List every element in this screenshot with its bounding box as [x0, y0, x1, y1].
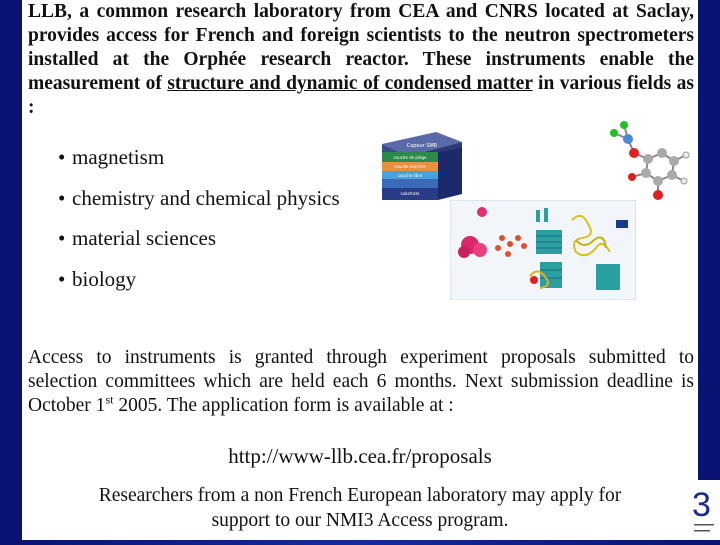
list-item-label: chemistry and chemical physics	[72, 185, 340, 210]
intro-paragraph	[28, 0, 694, 120]
layer-label: couche de piège	[393, 155, 427, 160]
research-paragraph	[22, 483, 698, 533]
layer-label: Capeur SMR	[406, 143, 438, 149]
list-item	[58, 267, 340, 308]
slide	[22, 0, 698, 540]
access-text-end: 2005. The application form is available at :	[113, 395, 454, 416]
access-paragraph	[28, 346, 694, 418]
list-item-label: material sciences	[72, 226, 217, 250]
list-item	[58, 226, 340, 267]
layer-label: couche barrière	[394, 164, 426, 169]
research-line: Researchers from a non French European laboratory may apply for	[98, 485, 622, 506]
bullet-icon: •	[58, 226, 66, 250]
layer-stack-image	[374, 126, 466, 206]
list-item	[58, 145, 340, 186]
intro-text: LLB, a common research laboratory from CEA and CNRS located at Saclay, provides access for French and foreign scientists to the neutron spectrometers installed at the Orphée research reactor. These instruments enable the measurement of	[28, 1, 694, 94]
proposals-link[interactable]: http://www-llb.cea.fr/proposals	[228, 444, 492, 468]
fields-list	[58, 145, 340, 307]
protein-structures-image	[450, 200, 636, 300]
bullet-icon: •	[58, 185, 66, 210]
layer-label: substrate	[400, 191, 420, 196]
list-item-label: biology	[72, 266, 137, 291]
logo-mark: 3	[692, 486, 711, 524]
research-line: support to our NMI3 Access program.	[211, 510, 509, 531]
nmi3-logo	[690, 480, 720, 540]
intro-underlined-phrase: structure and dynamic of condensed matter	[167, 73, 533, 94]
bullet-icon: •	[58, 145, 66, 169]
list-item	[58, 186, 340, 227]
layer-label: couche libre	[397, 173, 423, 178]
bullet-icon: •	[58, 266, 66, 291]
intro-text-end: in various fields as :	[28, 73, 694, 118]
ordinal-suffix: st	[105, 392, 114, 407]
list-item-label: magnetism	[72, 145, 165, 169]
access-text: Access to instruments is granted through experiment proposals submitted to selection committees which are held each 6 months. Next submission deadline is October 1	[28, 347, 694, 416]
